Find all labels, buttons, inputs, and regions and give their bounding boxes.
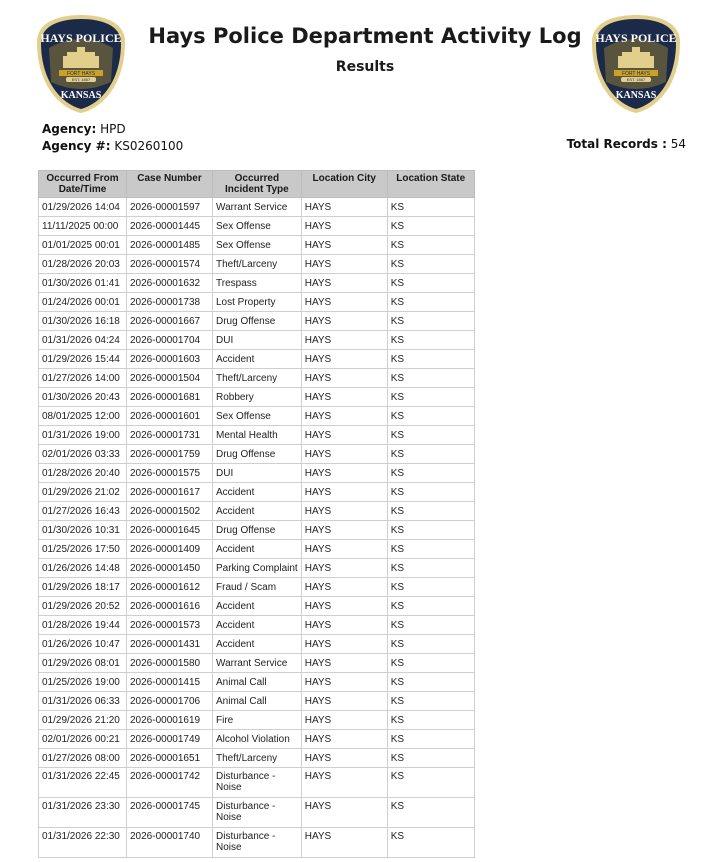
cell-case-number: 2026-00001745 (127, 798, 213, 828)
cell-location-state: KS (387, 730, 474, 749)
cell-incident-type: Mental Health (213, 426, 302, 445)
cell-case-number: 2026-00001704 (127, 331, 213, 350)
cell-location-state: KS (387, 331, 474, 350)
cell-incident-type: Accident (213, 483, 302, 502)
table-row (39, 521, 475, 540)
cell-incident-type: Animal Call (213, 692, 302, 711)
cell-case-number: 2026-00001632 (127, 274, 213, 293)
cell-location-city: HAYS (301, 692, 387, 711)
cell-case-number: 2026-00001619 (127, 711, 213, 730)
agency-label: Agency: (42, 122, 97, 136)
cell-case-number: 2026-00001573 (127, 616, 213, 635)
cell-case-number: 2026-00001415 (127, 673, 213, 692)
cell-location-state: KS (387, 445, 474, 464)
table-row (39, 198, 475, 217)
cell-occurred-datetime: 01/29/2026 14:04 (39, 198, 127, 217)
cell-occurred-datetime: 01/27/2026 14:00 (39, 369, 127, 388)
cell-incident-type: Accident (213, 635, 302, 654)
cell-incident-type: Accident (213, 502, 302, 521)
cell-occurred-datetime: 01/29/2026 15:44 (39, 350, 127, 369)
cell-case-number: 2026-00001504 (127, 369, 213, 388)
cell-location-city: HAYS (301, 578, 387, 597)
total-records-value: 54 (670, 137, 686, 151)
agency-line (42, 121, 183, 138)
cell-incident-type: Trespass (213, 274, 302, 293)
cell-location-city: HAYS (301, 445, 387, 464)
cell-occurred-datetime: 01/29/2026 21:02 (39, 483, 127, 502)
cell-case-number: 2026-00001603 (127, 350, 213, 369)
cell-incident-type: Parking Complaint (213, 559, 302, 578)
cell-incident-type: Robbery (213, 388, 302, 407)
cell-case-number: 2026-00001651 (127, 749, 213, 768)
cell-location-city: HAYS (301, 521, 387, 540)
cell-location-state: KS (387, 483, 474, 502)
cell-case-number: 2026-00001485 (127, 236, 213, 255)
table-row (39, 768, 475, 798)
table-row (39, 578, 475, 597)
cell-occurred-datetime: 01/30/2026 16:18 (39, 312, 127, 331)
cell-occurred-datetime: 01/30/2026 01:41 (39, 274, 127, 293)
cell-location-state: KS (387, 521, 474, 540)
cell-occurred-datetime: 01/29/2026 21:20 (39, 711, 127, 730)
cell-occurred-datetime: 11/11/2025 00:00 (39, 217, 127, 236)
cell-incident-type: Theft/Larceny (213, 749, 302, 768)
cell-incident-type: Alcohol Violation (213, 730, 302, 749)
cell-location-state: KS (387, 597, 474, 616)
table-row (39, 426, 475, 445)
table-row (39, 388, 475, 407)
cell-case-number: 2026-00001502 (127, 502, 213, 521)
cell-occurred-datetime: 01/24/2026 00:01 (39, 293, 127, 312)
cell-incident-type: DUI (213, 464, 302, 483)
table-row (39, 692, 475, 711)
table-row (39, 597, 475, 616)
cell-case-number: 2026-00001645 (127, 521, 213, 540)
cell-incident-type: Animal Call (213, 673, 302, 692)
cell-case-number: 2026-00001574 (127, 255, 213, 274)
cell-location-state: KS (387, 616, 474, 635)
cell-incident-type: Accident (213, 540, 302, 559)
table-row (39, 274, 475, 293)
table-row (39, 798, 475, 828)
cell-location-city: HAYS (301, 464, 387, 483)
cell-location-state: KS (387, 274, 474, 293)
cell-case-number: 2026-00001738 (127, 293, 213, 312)
cell-occurred-datetime: 01/31/2026 22:30 (39, 828, 127, 858)
badge-top-text: HAYS POLICE (595, 31, 677, 45)
cell-location-city: HAYS (301, 293, 387, 312)
cell-incident-type: Drug Offense (213, 312, 302, 331)
cell-incident-type: Fire (213, 711, 302, 730)
table-row (39, 331, 475, 350)
cell-location-state: KS (387, 217, 474, 236)
cell-incident-type: Drug Offense (213, 445, 302, 464)
cell-incident-type: Theft/Larceny (213, 369, 302, 388)
cell-incident-type: Accident (213, 350, 302, 369)
cell-location-city: HAYS (301, 828, 387, 858)
agency-number-label: Agency #: (42, 139, 111, 153)
column-header-location-state: Location State (387, 171, 474, 198)
cell-incident-type: Disturbance - Noise (213, 798, 302, 828)
cell-case-number: 2026-00001612 (127, 578, 213, 597)
cell-location-city: HAYS (301, 331, 387, 350)
cell-occurred-datetime: 01/26/2026 10:47 (39, 635, 127, 654)
cell-occurred-datetime: 01/29/2026 18:17 (39, 578, 127, 597)
cell-case-number: 2026-00001580 (127, 654, 213, 673)
cell-location-city: HAYS (301, 711, 387, 730)
cell-occurred-datetime: 01/28/2026 20:03 (39, 255, 127, 274)
cell-location-state: KS (387, 293, 474, 312)
cell-location-state: KS (387, 350, 474, 369)
column-header-incident-type: Occurred Incident Type (213, 171, 302, 198)
cell-case-number: 2026-00001667 (127, 312, 213, 331)
table-row (39, 540, 475, 559)
cell-occurred-datetime: 01/29/2026 08:01 (39, 654, 127, 673)
table-row (39, 673, 475, 692)
cell-location-state: KS (387, 828, 474, 858)
cell-location-state: KS (387, 426, 474, 445)
cell-occurred-datetime: 02/01/2026 00:21 (39, 730, 127, 749)
cell-location-city: HAYS (301, 236, 387, 255)
cell-location-state: KS (387, 711, 474, 730)
cell-occurred-datetime: 08/01/2025 12:00 (39, 407, 127, 426)
cell-location-state: KS (387, 407, 474, 426)
cell-location-city: HAYS (301, 540, 387, 559)
cell-incident-type: Disturbance - Noise (213, 828, 302, 858)
badge-bottom-text: KANSAS (60, 90, 102, 101)
agency-info (42, 121, 183, 155)
cell-location-city: HAYS (301, 597, 387, 616)
badge-middle-text: FORT HAYS (66, 71, 96, 77)
cell-incident-type: Accident (213, 597, 302, 616)
cell-occurred-datetime: 01/28/2026 19:44 (39, 616, 127, 635)
cell-incident-type: Sex Offense (213, 407, 302, 426)
cell-location-city: HAYS (301, 768, 387, 798)
cell-case-number: 2026-00001617 (127, 483, 213, 502)
cell-occurred-datetime: 01/27/2026 08:00 (39, 749, 127, 768)
cell-case-number: 2026-00001575 (127, 464, 213, 483)
cell-location-city: HAYS (301, 217, 387, 236)
column-header-occurred-datetime: Occurred From Date/Time (39, 171, 127, 198)
total-records-label: Total Records : (566, 137, 667, 151)
table-row (39, 407, 475, 426)
cell-incident-type: Warrant Service (213, 654, 302, 673)
cell-location-city: HAYS (301, 312, 387, 331)
table-row (39, 559, 475, 578)
cell-location-city: HAYS (301, 426, 387, 445)
cell-location-city: HAYS (301, 673, 387, 692)
cell-occurred-datetime: 01/26/2026 14:48 (39, 559, 127, 578)
cell-occurred-datetime: 01/31/2026 19:00 (39, 426, 127, 445)
cell-location-city: HAYS (301, 255, 387, 274)
table-body (39, 198, 475, 858)
cell-occurred-datetime: 01/31/2026 22:45 (39, 768, 127, 798)
badge-est-text: EST. 1867 (71, 77, 91, 82)
cell-location-city: HAYS (301, 198, 387, 217)
cell-occurred-datetime: 01/29/2026 20:52 (39, 597, 127, 616)
table-row (39, 711, 475, 730)
cell-occurred-datetime: 01/27/2026 16:43 (39, 502, 127, 521)
badge-est-text: EST. 1867 (626, 77, 646, 82)
cell-case-number: 2026-00001597 (127, 198, 213, 217)
cell-location-state: KS (387, 255, 474, 274)
agency-number-value: KS0260100 (114, 139, 184, 153)
cell-case-number: 2026-00001445 (127, 217, 213, 236)
table-row (39, 483, 475, 502)
cell-incident-type: Sex Offense (213, 217, 302, 236)
cell-location-city: HAYS (301, 559, 387, 578)
page-subtitle: Results (335, 59, 395, 75)
table-row (39, 502, 475, 521)
cell-location-city: HAYS (301, 749, 387, 768)
cell-incident-type: Warrant Service (213, 198, 302, 217)
table-row (39, 635, 475, 654)
cell-incident-type: Sex Offense (213, 236, 302, 255)
cell-occurred-datetime: 01/31/2026 23:30 (39, 798, 127, 828)
cell-occurred-datetime: 01/30/2026 20:43 (39, 388, 127, 407)
table-row (39, 255, 475, 274)
table-row (39, 616, 475, 635)
table-row (39, 369, 475, 388)
cell-location-city: HAYS (301, 483, 387, 502)
table-row (39, 445, 475, 464)
cell-case-number: 2026-00001409 (127, 540, 213, 559)
cell-case-number: 2026-00001450 (127, 559, 213, 578)
cell-location-city: HAYS (301, 388, 387, 407)
cell-location-state: KS (387, 798, 474, 828)
cell-occurred-datetime: 01/25/2026 19:00 (39, 673, 127, 692)
cell-location-state: KS (387, 673, 474, 692)
activity-log-table (38, 170, 475, 858)
cell-location-state: KS (387, 692, 474, 711)
cell-location-state: KS (387, 502, 474, 521)
table-row (39, 828, 475, 858)
badge-top-text: HAYS POLICE (40, 31, 122, 45)
cell-occurred-datetime: 01/28/2026 20:40 (39, 464, 127, 483)
cell-case-number: 2026-00001616 (127, 597, 213, 616)
cell-incident-type: Disturbance - Noise (213, 768, 302, 798)
column-header-location-city: Location City (301, 171, 387, 198)
cell-incident-type: Drug Offense (213, 521, 302, 540)
cell-location-city: HAYS (301, 635, 387, 654)
table-row (39, 730, 475, 749)
cell-location-state: KS (387, 635, 474, 654)
cell-location-state: KS (387, 236, 474, 255)
table-header-row (39, 171, 475, 198)
cell-location-state: KS (387, 198, 474, 217)
cell-location-city: HAYS (301, 654, 387, 673)
cell-location-city: HAYS (301, 730, 387, 749)
cell-case-number: 2026-00001731 (127, 426, 213, 445)
table-row (39, 654, 475, 673)
cell-case-number: 2026-00001759 (127, 445, 213, 464)
agency-number-line (42, 138, 183, 155)
cell-location-city: HAYS (301, 350, 387, 369)
cell-location-state: KS (387, 654, 474, 673)
cell-case-number: 2026-00001601 (127, 407, 213, 426)
cell-location-city: HAYS (301, 274, 387, 293)
cell-case-number: 2026-00001706 (127, 692, 213, 711)
table-row (39, 293, 475, 312)
column-header-case-number: Case Number (127, 171, 213, 198)
cell-location-state: KS (387, 312, 474, 331)
cell-location-state: KS (387, 540, 474, 559)
cell-case-number: 2026-00001749 (127, 730, 213, 749)
cell-case-number: 2026-00001681 (127, 388, 213, 407)
cell-occurred-datetime: 02/01/2026 03:33 (39, 445, 127, 464)
cell-location-city: HAYS (301, 502, 387, 521)
cell-occurred-datetime: 01/31/2026 04:24 (39, 331, 127, 350)
cell-incident-type: Accident (213, 616, 302, 635)
cell-occurred-datetime: 01/01/2025 00:01 (39, 236, 127, 255)
cell-location-state: KS (387, 369, 474, 388)
cell-incident-type: Lost Property (213, 293, 302, 312)
cell-occurred-datetime: 01/25/2026 17:50 (39, 540, 127, 559)
cell-incident-type: Fraud / Scam (213, 578, 302, 597)
cell-location-city: HAYS (301, 616, 387, 635)
table-row (39, 350, 475, 369)
table-row (39, 749, 475, 768)
badge-middle-text: FORT HAYS (621, 71, 651, 77)
cell-location-state: KS (387, 768, 474, 798)
cell-location-city: HAYS (301, 798, 387, 828)
cell-location-state: KS (387, 578, 474, 597)
cell-location-city: HAYS (301, 369, 387, 388)
cell-case-number: 2026-00001742 (127, 768, 213, 798)
table-row (39, 464, 475, 483)
table-row (39, 217, 475, 236)
table-row (39, 312, 475, 331)
cell-incident-type: DUI (213, 331, 302, 350)
cell-case-number: 2026-00001431 (127, 635, 213, 654)
cell-location-state: KS (387, 464, 474, 483)
cell-occurred-datetime: 01/30/2026 10:31 (39, 521, 127, 540)
cell-case-number: 2026-00001740 (127, 828, 213, 858)
badge-bottom-text: KANSAS (615, 90, 657, 101)
cell-incident-type: Theft/Larceny (213, 255, 302, 274)
cell-occurred-datetime: 01/31/2026 06:33 (39, 692, 127, 711)
cell-location-state: KS (387, 388, 474, 407)
cell-location-state: KS (387, 749, 474, 768)
cell-location-city: HAYS (301, 407, 387, 426)
agency-value: HPD (100, 122, 126, 136)
cell-location-state: KS (387, 559, 474, 578)
total-records (567, 137, 686, 151)
table-row (39, 236, 475, 255)
page-title: Hays Police Department Activity Log (148, 24, 582, 48)
